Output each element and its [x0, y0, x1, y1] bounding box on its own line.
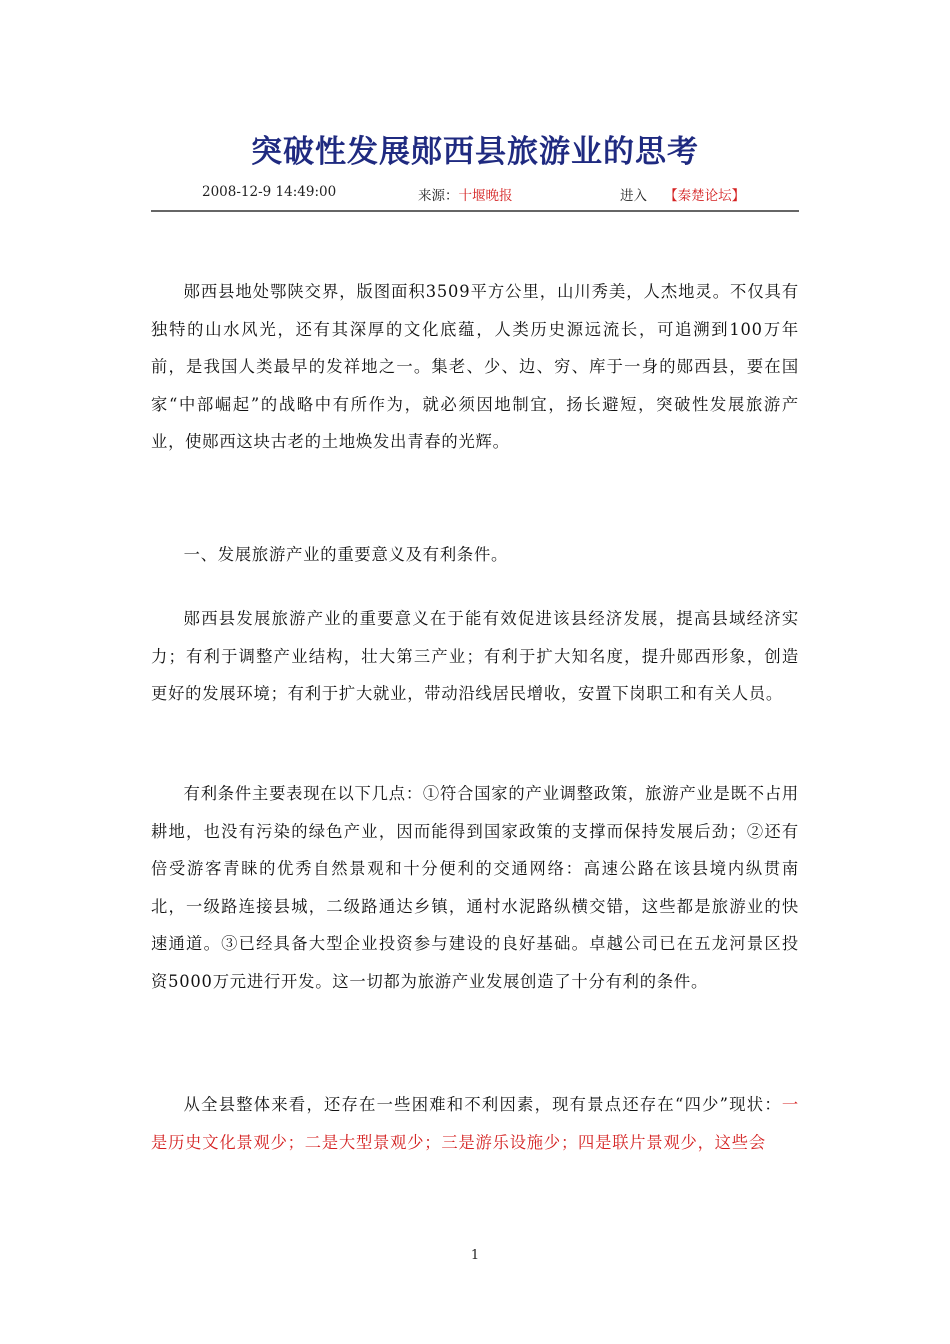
difficulties-text: 从全县整体来看，还存在一些困难和不利因素，现有景点还存在“四少”现状： — [183, 1095, 782, 1114]
forum-link[interactable]: 【秦楚论坛】 — [664, 188, 746, 204]
section-heading: 一、发展旅游产业的重要意义及有利条件。 — [183, 545, 509, 564]
conditions-paragraph: 有利条件主要表现在以下几点：①符合国家的产业调整政策，旅游产业是既不占用耕地，也没有污染的绿色产业，因而能得到国家政策的支撑而保持发展后劲；②还有倍受游客青睐的优秀自然景观和十分便利的交通网络：高速公路在该县境内纵贯南北，一级路连接县城，二级路通达乡镇，通村水泥路纵横交错，这些都是旅游业的快速通道。③已经具备大型企业投资参与建设的良好基础。卓越公司已在五龙河景区投资5000万元进行开发。这一切都为旅游产业发展创造了十分有利的条件。 — [151, 784, 799, 991]
header-divider — [151, 210, 799, 212]
publish-date: 2008-12-9 14:49:00 — [202, 184, 337, 200]
difficulties-paragraph — [151, 1086, 799, 1161]
highlighted-text: 一是历史文化景观少；二是大型景观少；三是游乐设施少；四是联片景观少，这些会 — [151, 1095, 799, 1152]
source-label: 来源： — [418, 188, 459, 204]
significance-paragraph: 郧西县发展旅游产业的重要意义在于能有效促进该县经济发展，提高县域经济实力；有利于调整产业结构，壮大第三产业；有利于扩大知名度，提升郧西形象，创造更好的发展环境；有利于扩大就业，带动沿线居民增收，安置下岗职工和有关人员。 — [151, 609, 799, 703]
article-title: 突破性发展郧西县旅游业的思考 — [251, 134, 699, 170]
page-number: 1 — [470, 1248, 480, 1263]
forum-entry — [620, 184, 745, 204]
source-info — [418, 184, 513, 204]
intro-paragraph: 郧西县地处鄂陕交界，版图面积3509平方公里，山川秀美，人杰地灵。不仅具有独特的山水风光，还有其深厚的文化底蕴，人类历史源远流长，可追溯到100万年前，是我国人类最早的发祥地之一。集老、少、边、穷、库于一身的郧西县，要在国家“中部崛起”的战略中有所作为，就必须因地制宜，扬长避短，突破性发展旅游产业，使郧西这块古老的土地焕发出青春的光辉。 — [151, 282, 799, 451]
source-name: 十堰晚报 — [458, 188, 513, 204]
enter-label: 进入 — [620, 188, 647, 204]
